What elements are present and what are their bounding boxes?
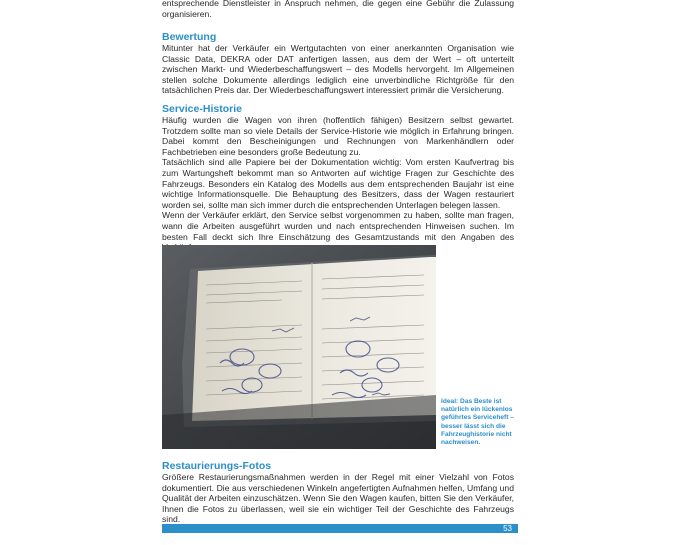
intro-section <box>162 0 514 19</box>
restaurierung-paragraph: Größere Restaurierungsmaßnahmen werden in der Regel mit einer Vielzahl von Fotos dokumentiert. Die aus verschiedenen Winkeln angefertigten Aufnahmen helfen, Umfang und Qualität der Arbeiten einzuschätzen. Wenn Sie den Wagen kaufen, bitten Sie den Verkäufer, Ihnen die Fotos zu überlassen, weil sie ein wichtiger Teil der Geschichte des Fahrzeugs sind. <box>162 472 514 525</box>
bewertung-paragraph: Mitunter hat der Verkäufer ein Wertgutachten von einer anerkannten Organisation wie Classic Data, DEKRA oder DAT anfertigen lassen, aus dem der Wert – oft unterteilt zwischen Markt- und Wiederbeschaffungswert – des Modells hervorgeht. Im Allgemeinen stellen solche Dokumente allerdings lediglich eine unverbindliche Richtgröße für den tatsächlichen Preis dar. Der Wiederbeschaffungswert interessiert primär die Versicherung. <box>162 43 514 96</box>
intro-paragraph: entsprechende Dienstleister in Anspruch nehmen, die gegen eine Gebühr die Zulassung organisieren. <box>162 0 514 19</box>
service-heading: Service-Historie <box>162 103 242 115</box>
service-paragraph-3: Wenn der Verkäufer erklärt, den Service selbst vorgenommen zu haben, sollte man fragen, wann die Arbeiten ausgeführt wurden und nach entsprechenden Hinweisen suchen. Im besten Fall deckt sich Ihre Einschätzung des Gesamtzustands mit den Angaben des <box>162 210 514 242</box>
photo-caption: Ideal: Das Beste ist natürlich ein lückenlos geführtes Serviceheft – besser lässt sich die Fahrzeughistorie nicht nachweisen. <box>441 398 514 447</box>
bewertung-section <box>162 43 514 96</box>
footer-bar <box>162 524 518 533</box>
service-book-illustration <box>162 245 436 449</box>
bewertung-heading: Bewertung <box>162 31 217 43</box>
service-section <box>162 115 514 253</box>
restaurierung-heading: Restaurierungs-Fotos <box>162 460 272 472</box>
service-paragraph-2: Tatsächlich sind alle Papiere bei der Dokumentation wichtig: Vom ersten Kaufvertrag bis zum Wartungsheft bekommt man so Antworten auf wichtige Fragen zur Geschichte des Fahrzeugs. Besonders ein Katalog des Modells aus dem entsprechenden Baujahr ist eine wichtige Informationsquelle. Die Behauptung des Besitzers, dass der Wagen restauriert worden sei, sollte man sich immer durch die entsprechenden Unterlagen belegen lassen. <box>162 157 514 210</box>
service-paragraph-1: Häufig wurden die Wagen von ihren (hoffentlich fähigen) Besitzern selbst gewartet. Trotzdem sollte man so viele Details der Service-Historie wie möglich in Erfahrung bringen. Dabei kommt den Bescheinigungen und Rechnungen von Markenhändlern oder Fachbetrieben eine besonders große Bedeutung zu. <box>162 115 514 157</box>
page-number: 53 <box>503 524 512 533</box>
service-book-photo <box>162 245 436 449</box>
restaurierung-section <box>162 472 514 525</box>
